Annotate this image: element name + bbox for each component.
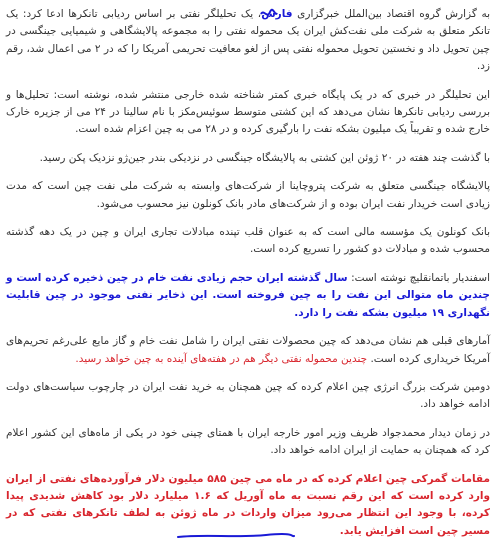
pen-underline-mark	[176, 533, 296, 539]
paragraph-p2	[6, 87, 490, 139]
highlight-red-bold-text: مقامات گمرکی چین اعلام کرده که در ماه می چین ۵۸۵ میلیون دلار فرآورده‌های نفتی از ایران وارد کرده است که این رقم نسبت به ماه آوریل که ۱.۶ میلیارد دلار بود کاهش شدیدی پیدا کرده، با وجود این انتظار می‌رود میزان واردات در ماه ژوئن به لطف تانکرهای نفتی که در مسیر چین است افزایش یابد.	[6, 472, 491, 537]
text-run: با گذشت چند هفته در ۲۰ ژوئن این کشتی به پالایشگاه جینگسی در نزدیکی بندر جین‌ژو نزدیک پکن رسید.	[39, 151, 490, 164]
paragraph-p4	[6, 178, 490, 213]
paragraph-p3	[6, 150, 490, 167]
text-run: به گزارش گروه اقتصاد بین‌الملل خبرگزاری	[292, 8, 490, 20]
text-run: ، یک تحلیلگر نفتی بر اساس ردیابی تانکرها ادعا کرد: یک تانکر متعلق به شرکت ملی نفت‌کش ایران یک محموله نفتی را به مجموعه پالایشگاهی و شیمیایی جینگسی در چین تحویل داد و نخستین تحویل محموله نفتی پس از لغو معافیت تحریمی آمریکا را که در ۲ می اعمال شد، رقم زد.	[6, 8, 491, 73]
text-run: این تحلیلگر در خبری که در یک پایگاه خبری کمتر شناخته شده خارجی منتشر شده، نوشته است: تحلیل‌ها و بررسی ردیابی تانکرها نشان می‌دهد که این کشتی متوسط سوئیس‌مکز با نام سالینا در ۲۴ می از جزیره خارک خارج شده و تقریباً یک میلیون بشکه نفت را بارگیری کرده و در ۲۸ می به چین اعزام شده است.	[6, 88, 490, 136]
paragraph-p5	[6, 224, 490, 259]
paragraph-p9	[6, 425, 490, 460]
text-run: بانک کونلون یک مؤسسه مالی است که به عنوان قلب تپنده مبادلات تجاری ایران و چین در یک دهه گذشته محسوب شده و مبادلات دو کشور را تسریع کرده است.	[6, 226, 490, 256]
text-run: آمارهای قبلی هم نشان می‌دهد که چین محصولات نفتی ایران را شامل نفت خام و گاز مایع علی‌رغم تحریم‌های آمریکا خریداری کرده است.	[6, 335, 490, 365]
text-run: اسفندیار باتمانقلیچ نوشته است:	[347, 271, 490, 284]
scribble-icon	[260, 8, 278, 20]
highlight-red-text: چندین محموله نفتی دیگر هم در هفته‌های آینده به چین خواهد رسید.	[75, 352, 368, 365]
text-run: در زمان دیدار محمدجواد ظریف وزیر امور خارجه ایران با همتای چینی خود در یکی از ماه‌های این کشور اعلام کرد که همچنان به حمایت از ایران ادامه خواهد داد.	[6, 426, 490, 457]
paragraph-p8	[6, 379, 490, 414]
paragraph-p6	[6, 270, 490, 322]
scribbled-word	[261, 8, 292, 20]
text-run: پالایشگاه جینگسی متعلق به شرکت پتروچاینا از شرکت‌های وابسته به شرکت ملی نفت چین است که مدت زیادی است خریدار نفت ایران بوده و از شرکت‌های مادر بانک کونلون نیز محسوب می‌شود.	[6, 180, 490, 210]
text-run: دومین شرکت بزرگ انرژی چین اعلام کرده که چین همچنان به خرید نفت ایران در چارچوب سیاست‌های دولت ادامه خواهد داد.	[6, 380, 490, 411]
highlight-blue-quote: سال گذشته ایران حجم زیادی نفت خام در چین ذخیره کرده است و چندین ماه متوالی این نفت را به چین فروخته است. این ذخایر نفتی موجود در چین قابلیت نگهداری ۱۹ میلیون بشکه نفت را دارد.	[6, 271, 490, 319]
paragraph-p10	[6, 471, 490, 541]
paragraph-p1	[6, 6, 490, 76]
scribbled-word-text: فارس	[261, 8, 293, 20]
paragraph-p7	[6, 333, 490, 368]
